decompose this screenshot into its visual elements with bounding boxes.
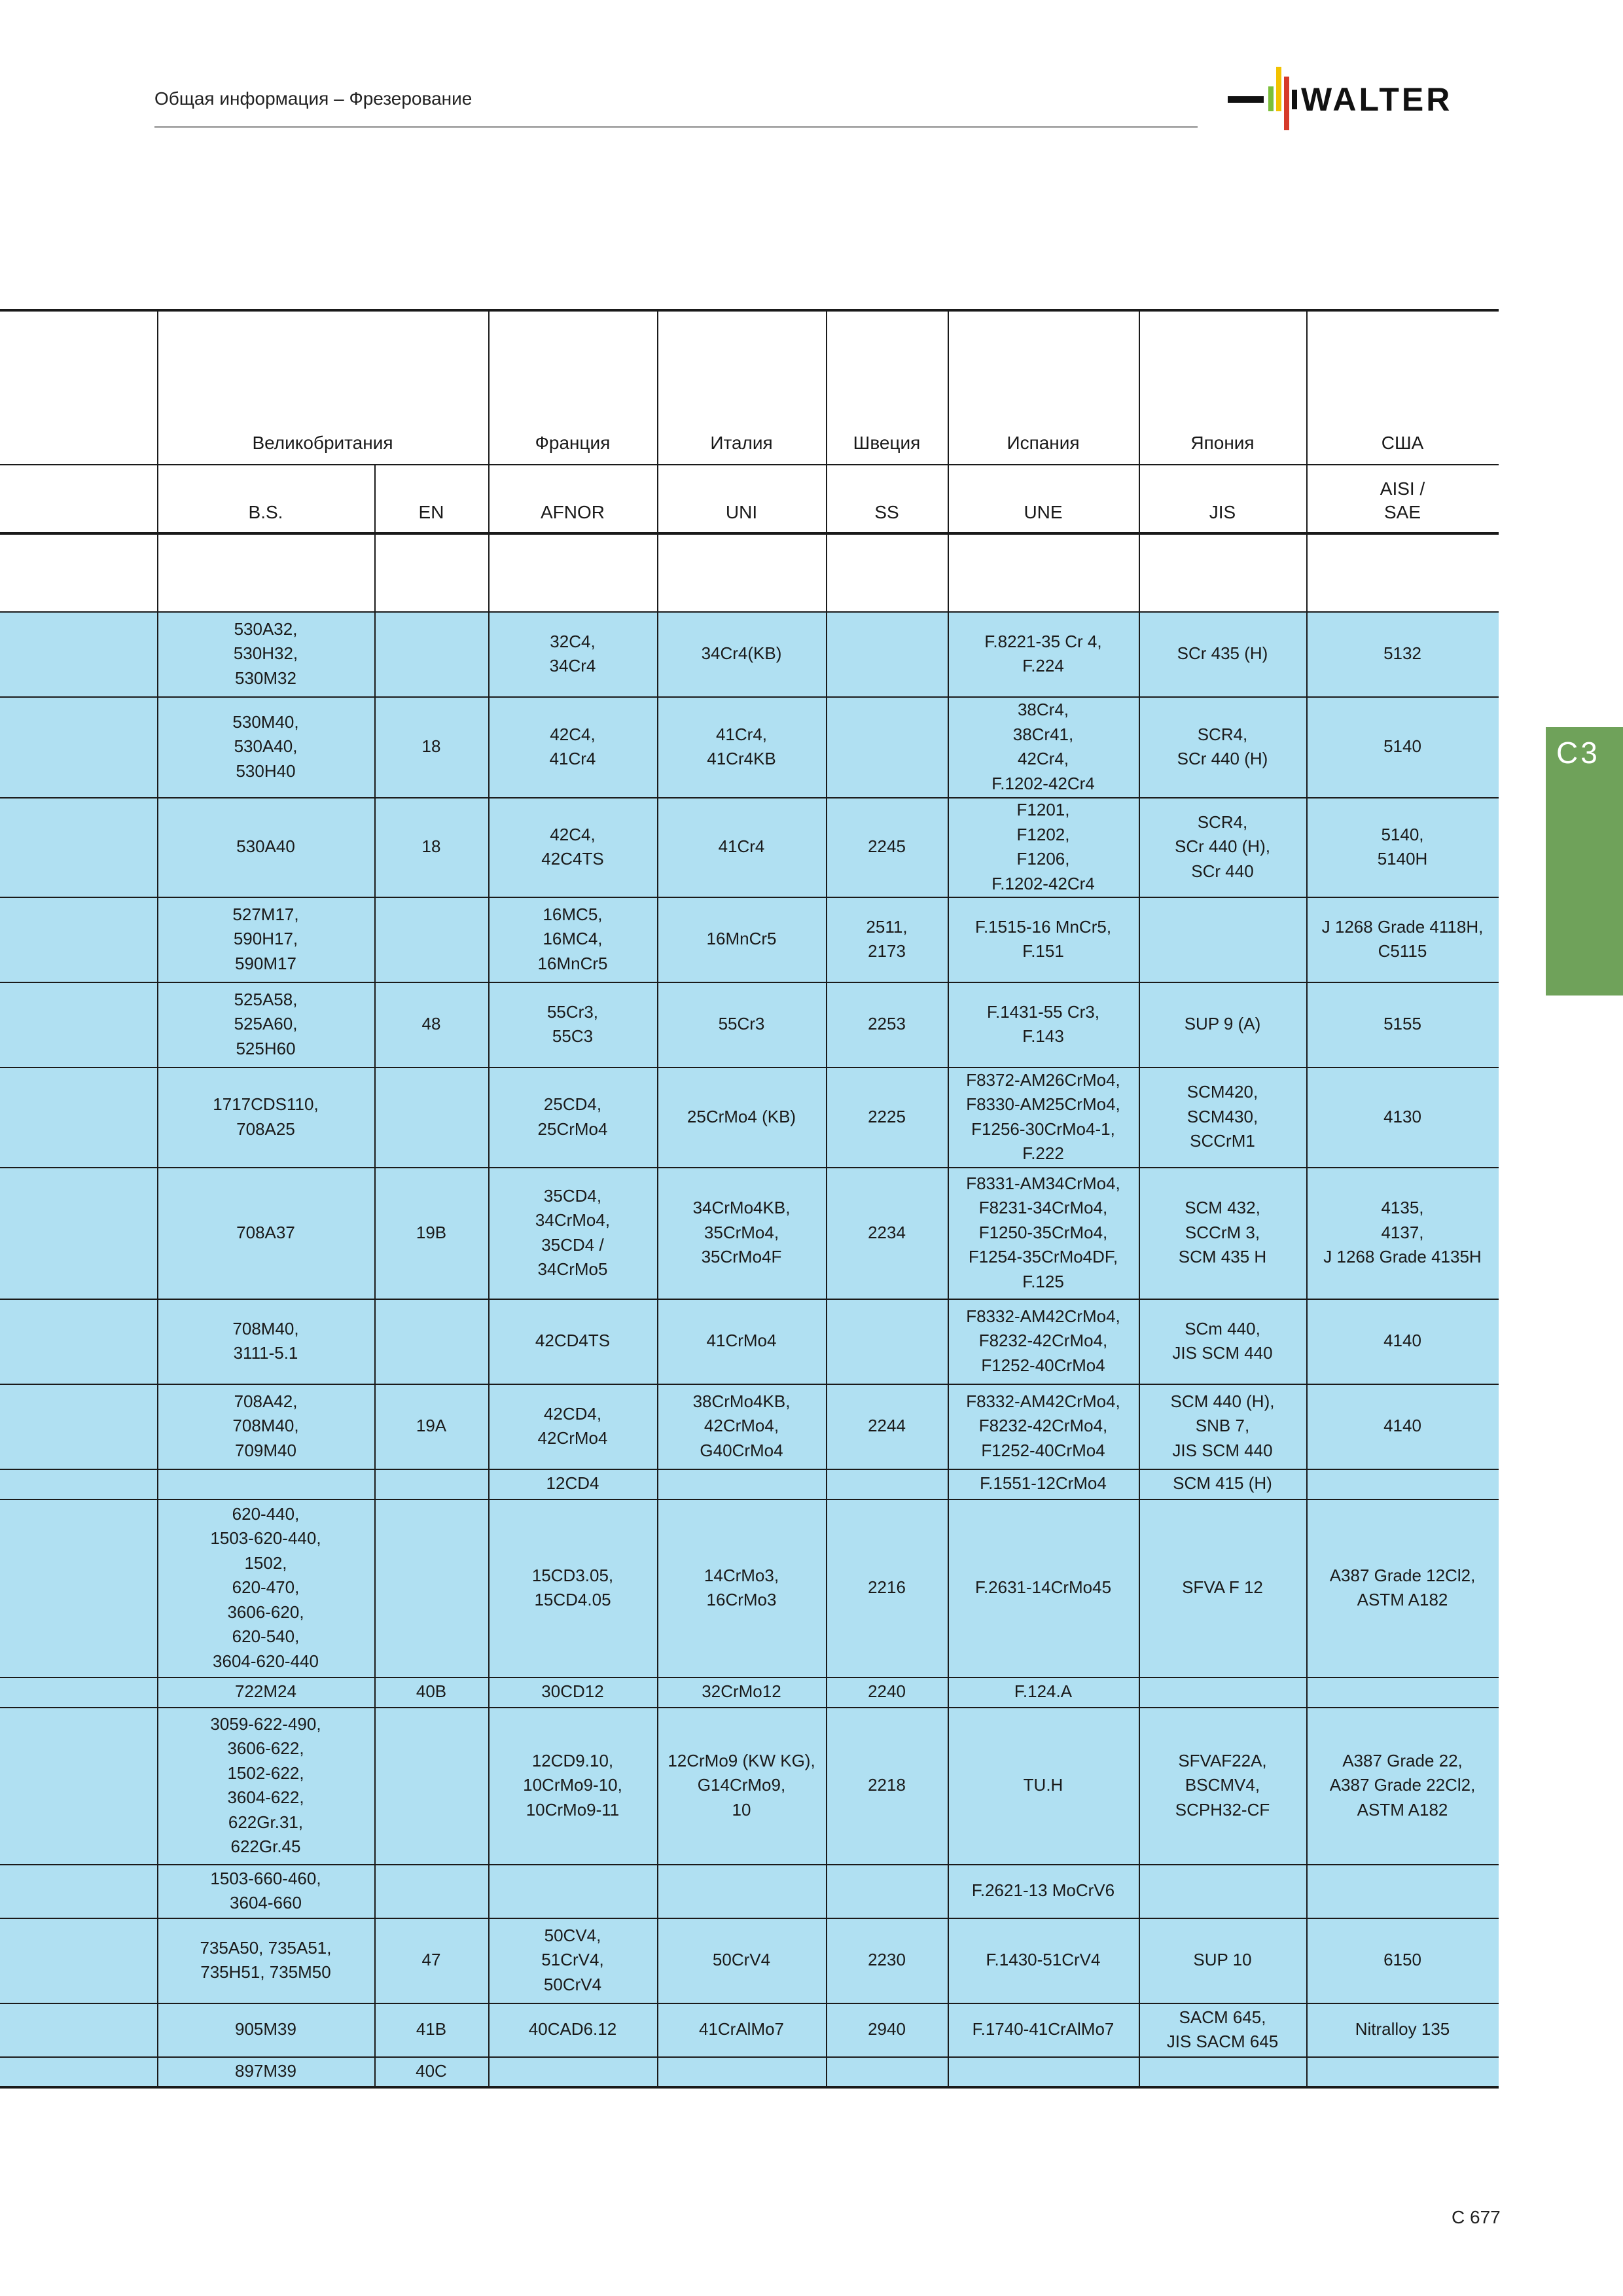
table-cell: F8332-AM42CrMo4, F8232-42CrMo4, F1252-40CrMo4 — [966, 1306, 1120, 1375]
table-cell — [826, 1469, 948, 1499]
section-tab — [1546, 727, 1623, 996]
table-cell — [488, 1864, 657, 1918]
table-cell: 2216 — [868, 1577, 906, 1598]
table-cell — [1306, 1677, 1499, 1707]
table-cell: 32C4, 34Cr4 — [549, 631, 596, 675]
table-cell: 48 — [421, 1014, 441, 1034]
table-cell: F8372-AM26CrMo4, F8330-AM25CrMo4, F1256-30CrMo4-1, F.222 — [966, 1069, 1120, 1163]
standard-header: UNE — [1024, 502, 1063, 522]
table-cell — [1139, 1864, 1306, 1918]
table-cell: SCR4, SCr 440 (H) — [1177, 724, 1268, 768]
table-cell: 2234 — [868, 1222, 906, 1242]
table-cell: A387 Grade 22, A387 Grade 22Cl2, ASTM A182 — [1329, 1750, 1476, 1820]
table-cell — [826, 1864, 948, 1918]
standard-header: AISI / SAE — [1380, 478, 1425, 522]
page-number: C 677 — [1452, 2207, 1501, 2227]
table-cell: 12CD9.10, 10CrMo9-10, 10CrMo9-11 — [523, 1750, 622, 1820]
table-cell: 5155 — [1383, 1014, 1421, 1034]
table-cell: 50CrV4 — [712, 1950, 771, 1970]
table-cell: 41Cr4, 41Cr4KB — [707, 724, 776, 768]
table-cell: 2511, 2173 — [866, 916, 908, 961]
standard-header: SS — [874, 502, 899, 522]
table-cell: 18 — [421, 736, 441, 757]
table-cell: 530M40, 530A40, 530H40 — [232, 711, 299, 781]
table-cell: 25CD4, 25CrMo4 — [537, 1094, 608, 1139]
table-cell: SUP 10 — [1193, 1950, 1252, 1970]
table-cell: 5140, 5140H — [1377, 824, 1428, 869]
table-cell: 30CD12 — [541, 1681, 604, 1702]
table-cell: 40CAD6.12 — [528, 2019, 617, 2039]
table-cell: 42C4, 41Cr4 — [549, 724, 596, 768]
table-cell: 708A42, 708M40, 709M40 — [232, 1391, 299, 1460]
table-cell: 19B — [416, 1222, 447, 1242]
country-header: Испания — [1007, 433, 1080, 453]
table-cell: SCR4, SCr 440 (H), SCr 440 — [1175, 812, 1270, 881]
table-cell: SCM 440 (H), SNB 7, JIS SCM 440 — [1170, 1391, 1275, 1460]
table-cell: 35CD4, 34CrMo4, 35CD4 / 34CrMo5 — [535, 1185, 611, 1279]
table-cell: SCM 432, SCCrM 3, SCM 435 H — [1178, 1198, 1267, 1267]
table-cell: J 1268 Grade 4118H, C5115 — [1321, 916, 1484, 961]
table-cell: F.1430-51CrV4 — [986, 1950, 1101, 1970]
page-header-title: Общая информация – Фрезерование — [154, 88, 473, 109]
table-cell: 38Cr4, 38Cr41, 42Cr4, F.1202-42Cr4 — [991, 700, 1095, 793]
section-tab-label: C3 — [1556, 736, 1600, 770]
table-cell — [374, 1067, 488, 1167]
table-cell: 2244 — [868, 1416, 906, 1436]
table-cell — [826, 611, 948, 696]
table-cell — [374, 1469, 488, 1499]
standard-header: JIS — [1209, 502, 1236, 522]
table-cell: 16MnCr5 — [706, 929, 777, 949]
table-cell: SUP 9 (A) — [1184, 1014, 1261, 1034]
table-cell: 55Cr3 — [718, 1014, 765, 1034]
table-cell: 12CD4 — [546, 1473, 599, 1494]
table-cell: 32CrMo12 — [702, 1681, 781, 1702]
table-cell: SCr 435 (H) — [1177, 643, 1268, 664]
table-cell: SCM 415 (H) — [1173, 1473, 1272, 1494]
table-cell: 42CD4, 42CrMo4 — [537, 1403, 608, 1448]
table-cell — [1139, 897, 1306, 982]
table-cell: 722M24 — [235, 1681, 296, 1702]
table-cell: 42C4, 42C4TS — [541, 824, 604, 869]
table-cell — [374, 897, 488, 982]
table-cell: A387 Grade 12Cl2, ASTM A182 — [1329, 1565, 1476, 1609]
table-cell: 18 — [421, 836, 441, 857]
table-cell: TU.H — [1023, 1775, 1063, 1795]
table-cell: 4135, 4137, J 1268 Grade 4135H — [1323, 1198, 1482, 1267]
table-cell: F.8221-35 Cr 4, F.224 — [984, 631, 1102, 675]
country-header: Франция — [535, 433, 611, 453]
table-cell: 15CD3.05, 15CD4.05 — [531, 1565, 614, 1609]
table-cell: F.1431-55 Cr3, F.143 — [987, 1001, 1099, 1046]
table-header-rule — [0, 532, 1499, 535]
table-cell: 4140 — [1383, 1416, 1421, 1436]
table-cell: SACM 645, JIS SACM 645 — [1166, 2007, 1279, 2051]
table-cell: SCM420, SCM430, SCCrM1 — [1186, 1082, 1258, 1151]
standard-header: B.S. — [248, 502, 283, 522]
table-cell: 708M40, 3111-5.1 — [232, 1318, 299, 1363]
country-header: Италия — [710, 433, 773, 453]
country-header: Япония — [1190, 433, 1255, 453]
table-cell: 525A58, 525A60, 525H60 — [234, 989, 298, 1058]
table-cell: 41CrAlMo7 — [698, 2019, 785, 2039]
table-cell: 2240 — [868, 1681, 906, 1702]
table-cell: 5140 — [1383, 736, 1421, 757]
table-cell: 34Cr4(KB) — [701, 643, 782, 664]
table-cell — [1306, 2056, 1499, 2087]
table-cell — [374, 1707, 488, 1864]
table-cell: 620-440, 1503-620-440, 1502, 620-470, 3606-620, 620-540, 3604-620-440 — [210, 1503, 321, 1671]
table-cell — [157, 1469, 374, 1499]
table-cell — [374, 1299, 488, 1384]
table-cell: 19A — [416, 1416, 447, 1436]
table-cell: 1717CDS110, 708A25 — [213, 1094, 319, 1139]
table-cell: 708A37 — [236, 1222, 295, 1242]
standard-header: EN — [418, 502, 444, 522]
table-cell: 3059-622-490, 3606-622, 1502-622, 3604-622, 622Gr.31, 622Gr.45 — [210, 1713, 321, 1856]
walter-logo-bars-icon — [1228, 60, 1503, 139]
table-cell: 2230 — [868, 1950, 906, 1970]
table-cell: 4140 — [1383, 1331, 1421, 1351]
table-cell — [948, 2056, 1139, 2087]
table-cell: 41B — [416, 2019, 447, 2039]
table-cell — [1139, 1677, 1306, 1707]
table-cell: SCm 440, JIS SCM 440 — [1172, 1318, 1273, 1363]
table-cell: F.2621-13 MoCrV6 — [971, 1880, 1115, 1901]
table-cell: SFVAF22A, BSCMV4, SCPH32-CF — [1175, 1750, 1270, 1820]
table-cell: 530A40 — [236, 836, 295, 857]
standard-header: AFNOR — [541, 502, 605, 522]
table-cell: 40C — [416, 2061, 447, 2081]
table-cell: 42CD4TS — [535, 1331, 611, 1351]
table-cell: 25CrMo4 (KB) — [687, 1106, 796, 1126]
table-cell: 527M17, 590H17, 590M17 — [232, 904, 299, 973]
standard-header: UNI — [725, 502, 758, 522]
country-header: Швеция — [853, 433, 921, 453]
table-cell: 2940 — [868, 2019, 906, 2039]
table-cell — [657, 1864, 826, 1918]
table-cell: 34CrMo4KB, 35CrMo4, 35CrMo4F — [692, 1198, 791, 1267]
table-cell: 905M39 — [235, 2019, 296, 2039]
walter-logo — [1228, 60, 1503, 142]
table-cell: 41CrMo4 — [706, 1331, 777, 1351]
table-cell: 2253 — [868, 1014, 906, 1034]
table-cell: F.2631-14CrMo45 — [974, 1577, 1112, 1598]
country-header: США — [1381, 433, 1424, 453]
table-cell: 16MC5, 16MC4, 16MnCr5 — [537, 904, 608, 973]
table-cell: 47 — [421, 1950, 441, 1970]
logo-wordmark: WALTER — [1301, 81, 1453, 118]
table-cell: 1503-660-460, 3604-660 — [210, 1868, 321, 1912]
table-cell — [1306, 1864, 1499, 1918]
table-cell: F.124.A — [1014, 1681, 1073, 1702]
table-cell: 41Cr4 — [718, 836, 765, 857]
table-cell: 40B — [416, 1681, 447, 1702]
table-cell — [374, 1499, 488, 1677]
table-cell: 530A32, 530H32, 530M32 — [233, 619, 298, 688]
table-cell — [657, 1469, 826, 1499]
table-cell: 50CV4, 51CrV4, 50CrV4 — [541, 1925, 604, 1994]
table-cell: 12CrMo9 (KW KG), G14CrMo9, 10 — [668, 1750, 815, 1820]
table-cell — [1139, 2056, 1306, 2087]
table-cell: 6150 — [1383, 1950, 1421, 1970]
table-cell: SFVA F 12 — [1182, 1577, 1263, 1598]
table-cell: 2225 — [868, 1106, 906, 1126]
table-cell — [1306, 1469, 1499, 1499]
table-cell — [826, 1299, 948, 1384]
table-cell — [374, 1864, 488, 1918]
table-cell: F.1515-16 MnCr5, F.151 — [974, 916, 1112, 961]
table-cell: 5132 — [1383, 643, 1421, 664]
table-cell: 2245 — [868, 836, 906, 857]
table-cell: 38CrMo4KB, 42CrMo4, G40CrMo4 — [692, 1391, 791, 1460]
table-cell: F.1740-41CrAlMo7 — [972, 2019, 1115, 2039]
table-cell: 897M39 — [235, 2061, 296, 2081]
table-cell: F.1551-12CrMo4 — [980, 1473, 1107, 1494]
table-cell: 55Cr3, 55C3 — [546, 1001, 599, 1046]
table-cell — [826, 696, 948, 797]
table-cell: Nitralloy 135 — [1355, 2019, 1450, 2039]
table-cell: F8332-AM42CrMo4, F8232-42CrMo4, F1252-40CrMo4 — [966, 1391, 1120, 1460]
table-cell — [657, 2056, 826, 2087]
table-cell: 14CrMo3, 16CrMo3 — [704, 1565, 779, 1609]
table-cell: 2218 — [868, 1775, 906, 1795]
table-cell: 735A50, 735A51, 735H51, 735M50 — [200, 1937, 332, 1982]
table-cell — [374, 611, 488, 696]
table-cell — [826, 2056, 948, 2087]
table-cell: 4130 — [1383, 1106, 1421, 1126]
table-cell — [488, 2056, 657, 2087]
table-cell: F8331-AM34CrMo4, F8231-34CrMo4, F1250-35CrMo4, F1254-35CrMo4DF, F.125 — [966, 1173, 1120, 1291]
table-cell: F1201, F1202, F1206, F.1202-42Cr4 — [991, 800, 1095, 893]
country-header: Великобритания — [252, 433, 393, 453]
header-divider — [154, 126, 1198, 128]
